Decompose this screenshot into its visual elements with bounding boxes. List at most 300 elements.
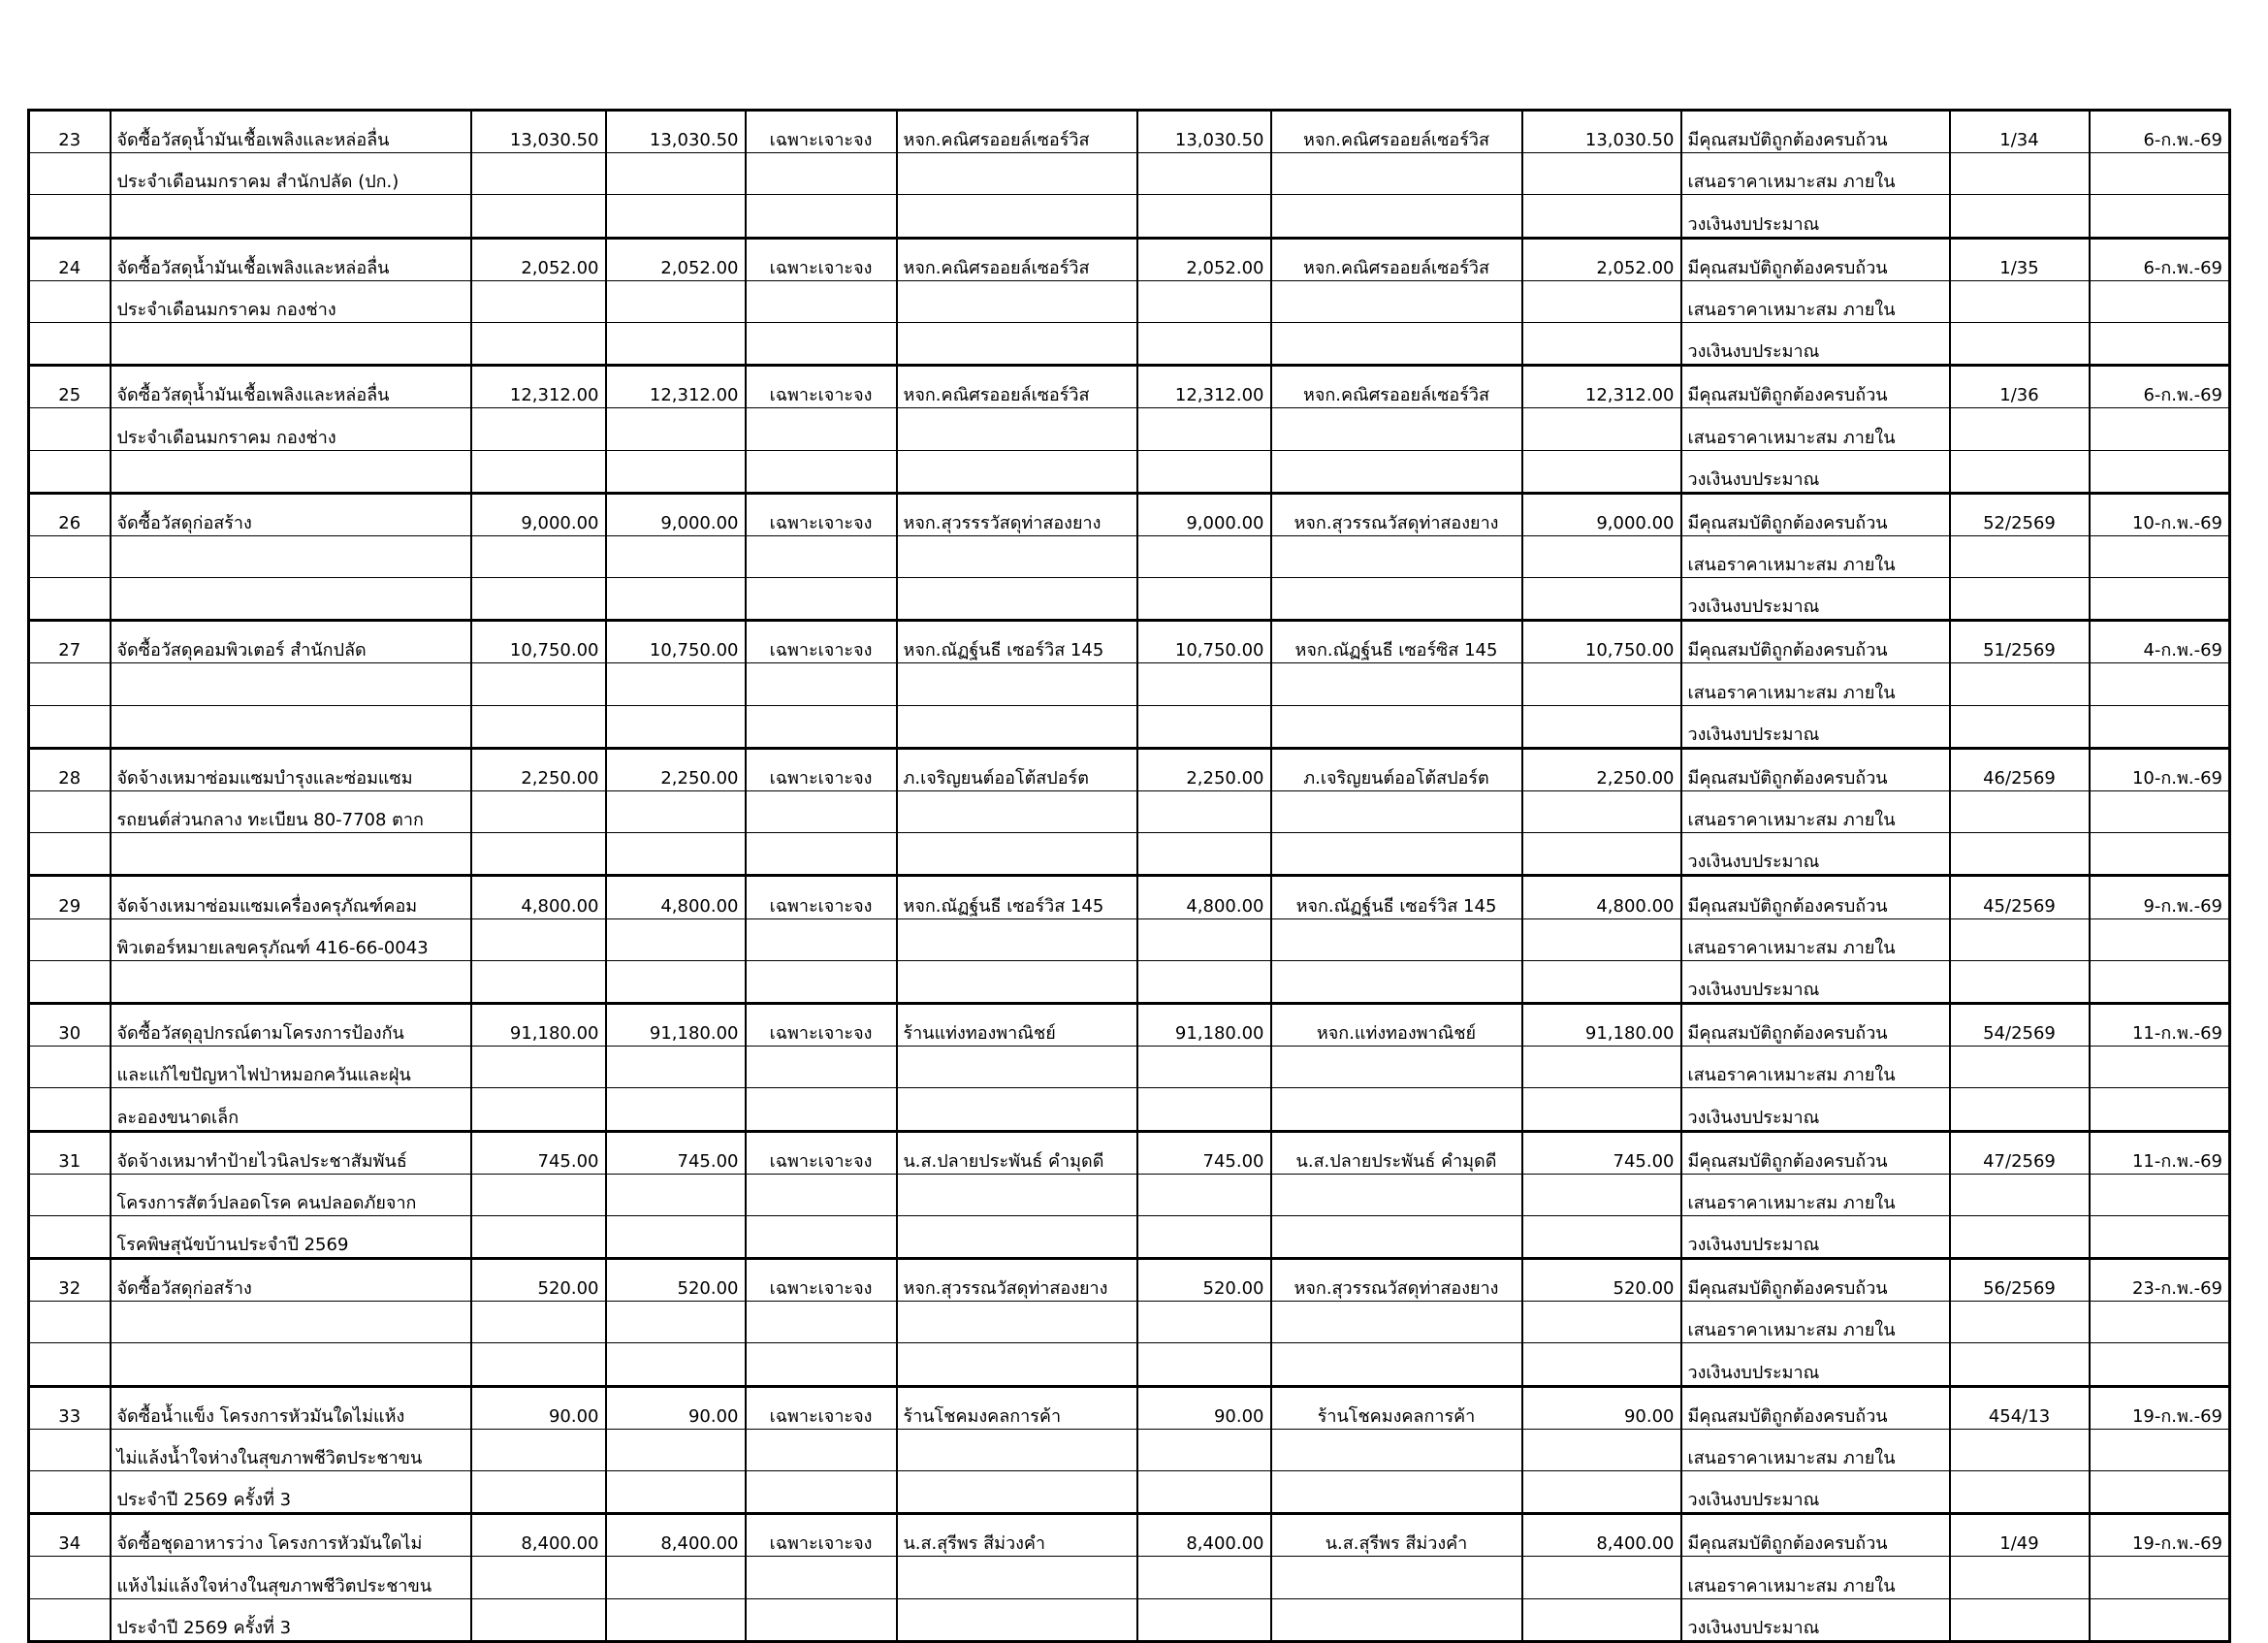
contract-number — [1950, 791, 2090, 833]
budget-amount: 8,400.00 — [471, 1514, 606, 1557]
selection-reason: มีคุณสมบัติถูกต้องครบถ้วน — [1681, 1003, 1950, 1046]
bid-price — [1137, 195, 1271, 238]
item-description — [111, 663, 471, 705]
selection-reason: มีคุณสมบัติถูกต้องครบถ้วน — [1681, 876, 1950, 918]
contract-date: 9-ก.พ.-69 — [2090, 876, 2230, 918]
winner-name: น.ส.สุรีพร สีม่วงคำ — [1271, 1514, 1522, 1557]
item-number: 31 — [29, 1131, 111, 1174]
selection-reason: วงเงินงบประมาณ — [1681, 322, 1950, 365]
procurement-method — [746, 960, 897, 1003]
procurement-method: เฉพาะเจาะจง — [746, 1514, 897, 1557]
item-number: 28 — [29, 748, 111, 790]
bidder-name: ร้านแท่งทองพาณิชย์ — [897, 1003, 1137, 1046]
item-number — [29, 1429, 111, 1470]
bidder-name: หจก.คณิศรออยล์เซอร์วิส — [897, 111, 1137, 153]
bidder-name — [897, 833, 1137, 876]
median-price — [606, 153, 746, 195]
contract-date — [2090, 450, 2230, 493]
procurement-method: เฉพาะเจาะจง — [746, 621, 897, 663]
bidder-name — [897, 791, 1137, 833]
table-row-continuation — [29, 833, 2230, 876]
item-description — [111, 1343, 471, 1386]
selection-reason: วงเงินงบประมาณ — [1681, 450, 1950, 493]
bidder-name — [897, 280, 1137, 322]
table-row-continuation — [29, 153, 2230, 195]
contract-date — [2090, 960, 2230, 1003]
bidder-name: ภ.เจริญยนต์ออโต้สปอร์ต — [897, 748, 1137, 790]
item-description — [111, 195, 471, 238]
budget-amount — [471, 791, 606, 833]
median-price: 2,052.00 — [606, 238, 746, 280]
selection-reason: วงเงินงบประมาณ — [1681, 195, 1950, 238]
bid-price — [1137, 1088, 1271, 1131]
item-number — [29, 535, 111, 577]
procurement-method: เฉพาะเจาะจง — [746, 748, 897, 790]
contract-number — [1950, 195, 2090, 238]
item-number — [29, 450, 111, 493]
item-number — [29, 1047, 111, 1088]
bidder-name — [897, 322, 1137, 365]
bid-price: 90.00 — [1137, 1386, 1271, 1429]
table-row — [29, 1386, 2230, 1429]
winning-price — [1522, 280, 1681, 322]
winning-price — [1522, 918, 1681, 960]
bid-price: 2,250.00 — [1137, 748, 1271, 790]
table-row-continuation — [29, 280, 2230, 322]
item-description — [111, 1302, 471, 1343]
winning-price — [1522, 1343, 1681, 1386]
item-number — [29, 1215, 111, 1258]
winner-name — [1271, 791, 1522, 833]
table-row-continuation — [29, 535, 2230, 577]
bid-price — [1137, 663, 1271, 705]
contract-date: 11-ก.พ.-69 — [2090, 1131, 2230, 1174]
median-price — [606, 1429, 746, 1470]
bidder-name — [897, 408, 1137, 450]
bid-price — [1137, 833, 1271, 876]
item-description: ประจำเดือนมกราคม กองช่าง — [111, 280, 471, 322]
selection-reason: เสนอราคาเหมาะสม ภายใน — [1681, 791, 1950, 833]
selection-reason: มีคุณสมบัติถูกต้องครบถ้วน — [1681, 1259, 1950, 1302]
bid-price — [1137, 322, 1271, 365]
winner-name — [1271, 663, 1522, 705]
winner-name — [1271, 1047, 1522, 1088]
winner-name: หจก.คณิศรออยล์เซอร์วิส — [1271, 366, 1522, 408]
winner-name: หจก.ณัฏฐ์นธี เซอร์วิส 145 — [1271, 876, 1522, 918]
table-row — [29, 621, 2230, 663]
winner-name — [1271, 918, 1522, 960]
contract-date — [2090, 1302, 2230, 1343]
winning-price — [1522, 153, 1681, 195]
median-price — [606, 960, 746, 1003]
procurement-method — [746, 791, 897, 833]
selection-reason: มีคุณสมบัติถูกต้องครบถ้วน — [1681, 621, 1950, 663]
bidder-name — [897, 1088, 1137, 1131]
winning-price: 13,030.50 — [1522, 111, 1681, 153]
table-row-continuation — [29, 1429, 2230, 1470]
contract-number — [1950, 1557, 2090, 1598]
procurement-method — [746, 1215, 897, 1258]
procurement-method — [746, 1174, 897, 1215]
selection-reason: มีคุณสมบัติถูกต้องครบถ้วน — [1681, 1514, 1950, 1557]
bid-price — [1137, 918, 1271, 960]
selection-reason: วงเงินงบประมาณ — [1681, 1598, 1950, 1641]
table-row-continuation — [29, 1088, 2230, 1131]
bid-price — [1137, 153, 1271, 195]
contract-number — [1950, 280, 2090, 322]
item-description: จัดซื้อวัสดุก่อสร้าง — [111, 1259, 471, 1302]
table-row-continuation — [29, 960, 2230, 1003]
table-row-continuation — [29, 705, 2230, 748]
table-row — [29, 1131, 2230, 1174]
item-number — [29, 280, 111, 322]
item-description: ไม่แล้งน้ำใจห่างในสุขภาพชีวิตประชาขน — [111, 1429, 471, 1470]
winning-price: 745.00 — [1522, 1131, 1681, 1174]
budget-amount — [471, 1302, 606, 1343]
median-price: 90.00 — [606, 1386, 746, 1429]
median-price: 4,800.00 — [606, 876, 746, 918]
median-price: 91,180.00 — [606, 1003, 746, 1046]
item-number — [29, 1174, 111, 1215]
bid-price — [1137, 450, 1271, 493]
median-price — [606, 1047, 746, 1088]
bid-price — [1137, 705, 1271, 748]
procurement-method — [746, 195, 897, 238]
winner-name: หจก.คณิศรออยล์เซอร์วิส — [1271, 111, 1522, 153]
table-row-continuation — [29, 1174, 2230, 1215]
bid-price: 8,400.00 — [1137, 1514, 1271, 1557]
budget-amount — [471, 1343, 606, 1386]
median-price — [606, 1174, 746, 1215]
median-price — [606, 1302, 746, 1343]
contract-number — [1950, 1471, 2090, 1514]
item-number — [29, 1343, 111, 1386]
budget-amount: 9,000.00 — [471, 493, 606, 535]
contract-number: 45/2569 — [1950, 876, 2090, 918]
budget-amount — [471, 322, 606, 365]
selection-reason: วงเงินงบประมาณ — [1681, 833, 1950, 876]
winning-price — [1522, 833, 1681, 876]
median-price: 745.00 — [606, 1131, 746, 1174]
procurement-method — [746, 1343, 897, 1386]
contract-number: 54/2569 — [1950, 1003, 2090, 1046]
procurement-method: เฉพาะเจาะจง — [746, 1259, 897, 1302]
contract-date: 6-ก.พ.-69 — [2090, 366, 2230, 408]
winning-price — [1522, 1557, 1681, 1598]
bid-price — [1137, 578, 1271, 621]
winning-price — [1522, 1302, 1681, 1343]
contract-date — [2090, 1471, 2230, 1514]
contract-date — [2090, 1429, 2230, 1470]
item-description: ประจำเดือนมกราคม กองช่าง — [111, 408, 471, 450]
bidder-name: น.ส.สุรีพร สีม่วงคำ — [897, 1514, 1137, 1557]
bidder-name — [897, 1598, 1137, 1641]
median-price — [606, 1088, 746, 1131]
median-price: 2,250.00 — [606, 748, 746, 790]
contract-number — [1950, 918, 2090, 960]
winning-price — [1522, 1174, 1681, 1215]
bid-price: 9,000.00 — [1137, 493, 1271, 535]
contract-date: 23-ก.พ.-69 — [2090, 1259, 2230, 1302]
bid-price — [1137, 1343, 1271, 1386]
median-price — [606, 195, 746, 238]
contract-date — [2090, 833, 2230, 876]
selection-reason: เสนอราคาเหมาะสม ภายใน — [1681, 1302, 1950, 1343]
winning-price — [1522, 408, 1681, 450]
procurement-method — [746, 1557, 897, 1598]
item-description — [111, 705, 471, 748]
contract-date — [2090, 1598, 2230, 1641]
bid-price: 745.00 — [1137, 1131, 1271, 1174]
winner-name — [1271, 1302, 1522, 1343]
budget-amount — [471, 280, 606, 322]
winning-price: 10,750.00 — [1522, 621, 1681, 663]
contract-number — [1950, 705, 2090, 748]
bidder-name — [897, 195, 1137, 238]
table-row-continuation — [29, 408, 2230, 450]
bid-price — [1137, 1557, 1271, 1598]
contract-date: 19-ก.พ.-69 — [2090, 1386, 2230, 1429]
item-description: จัดซื้อน้ำแข็ง โครงการหัวมันใดไม่แห้ง — [111, 1386, 471, 1429]
winner-name — [1271, 1088, 1522, 1131]
bidder-name — [897, 918, 1137, 960]
procurement-method — [746, 1088, 897, 1131]
selection-reason: เสนอราคาเหมาะสม ภายใน — [1681, 1557, 1950, 1598]
item-description — [111, 833, 471, 876]
selection-reason: มีคุณสมบัติถูกต้องครบถ้วน — [1681, 111, 1950, 153]
budget-amount — [471, 918, 606, 960]
table-row-continuation — [29, 791, 2230, 833]
table-row — [29, 238, 2230, 280]
bidder-name — [897, 1471, 1137, 1514]
procurement-method — [746, 705, 897, 748]
median-price — [606, 450, 746, 493]
item-number: 29 — [29, 876, 111, 918]
selection-reason: เสนอราคาเหมาะสม ภายใน — [1681, 408, 1950, 450]
contract-number: 1/36 — [1950, 366, 2090, 408]
selection-reason: มีคุณสมบัติถูกต้องครบถ้วน — [1681, 1131, 1950, 1174]
bidder-name: หจก.สุวรรณวัสดุท่าสองยาง — [897, 1259, 1137, 1302]
item-description: ประจำเดือนมกราคม สำนักปลัด (ปก.) — [111, 153, 471, 195]
item-number — [29, 1471, 111, 1514]
median-price: 10,750.00 — [606, 621, 746, 663]
bidder-name — [897, 705, 1137, 748]
contract-date: 4-ก.พ.-69 — [2090, 621, 2230, 663]
item-description: ละอองขนาดเล็ก — [111, 1088, 471, 1131]
bid-price — [1137, 535, 1271, 577]
contract-date — [2090, 322, 2230, 365]
median-price — [606, 578, 746, 621]
contract-number: 46/2569 — [1950, 748, 2090, 790]
budget-amount: 12,312.00 — [471, 366, 606, 408]
contract-number — [1950, 1174, 2090, 1215]
winning-price: 90.00 — [1522, 1386, 1681, 1429]
budget-amount — [471, 1047, 606, 1088]
table-row-continuation — [29, 195, 2230, 238]
median-price — [606, 1215, 746, 1258]
budget-amount — [471, 1088, 606, 1131]
contract-number — [1950, 663, 2090, 705]
procurement-method — [746, 1598, 897, 1641]
bidder-name: หจก.ณัฏฐ์นธี เซอร์วิส 145 — [897, 621, 1137, 663]
budget-amount: 13,030.50 — [471, 111, 606, 153]
procurement-method: เฉพาะเจาะจง — [746, 1131, 897, 1174]
contract-date — [2090, 1047, 2230, 1088]
budget-amount — [471, 1557, 606, 1598]
item-number — [29, 705, 111, 748]
selection-reason: วงเงินงบประมาณ — [1681, 1215, 1950, 1258]
procurement-method: เฉพาะเจาะจง — [746, 493, 897, 535]
item-description — [111, 322, 471, 365]
winner-name — [1271, 1215, 1522, 1258]
selection-reason: วงเงินงบประมาณ — [1681, 705, 1950, 748]
budget-amount — [471, 195, 606, 238]
budget-amount: 10,750.00 — [471, 621, 606, 663]
budget-amount — [471, 408, 606, 450]
bidder-name — [897, 960, 1137, 1003]
table-row-continuation — [29, 1215, 2230, 1258]
procurement-method: เฉพาะเจาะจง — [746, 238, 897, 280]
table-body — [29, 111, 2230, 1642]
winner-name — [1271, 1343, 1522, 1386]
item-number — [29, 1557, 111, 1598]
contract-date — [2090, 195, 2230, 238]
budget-amount — [471, 535, 606, 577]
item-description: ประจำปี 2569 ครั้งที่ 3 — [111, 1471, 471, 1514]
winner-name — [1271, 578, 1522, 621]
item-description: จัดซื้อวัสดุน้ำมันเชื้อเพลิงและหล่อลื่น — [111, 238, 471, 280]
procurement-method: เฉพาะเจาะจง — [746, 1386, 897, 1429]
median-price — [606, 791, 746, 833]
table-row-continuation — [29, 578, 2230, 621]
winner-name — [1271, 960, 1522, 1003]
procurement-method — [746, 833, 897, 876]
median-price — [606, 1471, 746, 1514]
procurement-method — [746, 280, 897, 322]
budget-amount — [471, 1598, 606, 1641]
winning-price: 9,000.00 — [1522, 493, 1681, 535]
item-description: และแก้ไขปัญหาไฟป่าหมอกควันและฝุ่น — [111, 1047, 471, 1088]
bid-price: 2,052.00 — [1137, 238, 1271, 280]
selection-reason: วงเงินงบประมาณ — [1681, 1471, 1950, 1514]
selection-reason: มีคุณสมบัติถูกต้องครบถ้วน — [1681, 238, 1950, 280]
contract-number: 454/13 — [1950, 1386, 2090, 1429]
winner-name — [1271, 280, 1522, 322]
winner-name — [1271, 322, 1522, 365]
contract-number — [1950, 1598, 2090, 1641]
winner-name — [1271, 1429, 1522, 1470]
winner-name: หจก.สุวรรณวัสดุท่าสองยาง — [1271, 493, 1522, 535]
table-row-continuation — [29, 1471, 2230, 1514]
winner-name — [1271, 450, 1522, 493]
item-number — [29, 1302, 111, 1343]
item-description: โรคพิษสุนัขบ้านประจำปี 2569 — [111, 1215, 471, 1258]
contract-date — [2090, 153, 2230, 195]
table-row-continuation — [29, 1343, 2230, 1386]
item-number — [29, 153, 111, 195]
item-number — [29, 918, 111, 960]
winning-price — [1522, 322, 1681, 365]
procurement-method — [746, 1047, 897, 1088]
winning-price — [1522, 1471, 1681, 1514]
selection-reason: มีคุณสมบัติถูกต้องครบถ้วน — [1681, 748, 1950, 790]
bidder-name: ร้านโชคมงคลการค้า — [897, 1386, 1137, 1429]
procurement-method — [746, 1429, 897, 1470]
table-row — [29, 748, 2230, 790]
item-number — [29, 791, 111, 833]
procurement-method — [746, 578, 897, 621]
table-row — [29, 1003, 2230, 1046]
bid-price — [1137, 1598, 1271, 1641]
item-description: จัดซื้อวัสดุน้ำมันเชื้อเพลิงและหล่อลื่น — [111, 111, 471, 153]
contract-number: 51/2569 — [1950, 621, 2090, 663]
median-price — [606, 833, 746, 876]
budget-amount: 91,180.00 — [471, 1003, 606, 1046]
item-description: รถยนต์ส่วนกลาง ทะเบียน 80-7708 ตาก — [111, 791, 471, 833]
contract-number — [1950, 1429, 2090, 1470]
winner-name: หจก.ณัฏฐ์นธี เซอร์ซิส 145 — [1271, 621, 1522, 663]
budget-amount — [471, 663, 606, 705]
winning-price: 4,800.00 — [1522, 876, 1681, 918]
contract-date — [2090, 578, 2230, 621]
bidder-name — [897, 1343, 1137, 1386]
item-number: 26 — [29, 493, 111, 535]
table-row — [29, 1259, 2230, 1302]
bidder-name: หจก.ณัฏฐ์นธี เซอร์วิส 145 — [897, 876, 1137, 918]
table-row — [29, 876, 2230, 918]
winning-price — [1522, 960, 1681, 1003]
contract-date: 6-ก.พ.-69 — [2090, 111, 2230, 153]
budget-amount: 4,800.00 — [471, 876, 606, 918]
bid-price: 10,750.00 — [1137, 621, 1271, 663]
budget-amount — [471, 153, 606, 195]
budget-amount — [471, 578, 606, 621]
item-description — [111, 535, 471, 577]
median-price — [606, 408, 746, 450]
winning-price — [1522, 1047, 1681, 1088]
contract-number — [1950, 960, 2090, 1003]
contract-date: 19-ก.พ.-69 — [2090, 1514, 2230, 1557]
winner-name — [1271, 195, 1522, 238]
selection-reason: เสนอราคาเหมาะสม ภายใน — [1681, 1047, 1950, 1088]
budget-amount: 2,052.00 — [471, 238, 606, 280]
winner-name: หจก.แท่งทองพาณิชย์ — [1271, 1003, 1522, 1046]
budget-amount: 2,250.00 — [471, 748, 606, 790]
winning-price: 12,312.00 — [1522, 366, 1681, 408]
item-description: จัดซื้อวัสดุอุปกรณ์ตามโครงการป้องกัน — [111, 1003, 471, 1046]
selection-reason: มีคุณสมบัติถูกต้องครบถ้วน — [1681, 366, 1950, 408]
table-row-continuation — [29, 322, 2230, 365]
median-price: 12,312.00 — [606, 366, 746, 408]
item-description — [111, 450, 471, 493]
item-number: 25 — [29, 366, 111, 408]
winner-name: น.ส.ปลายประพันธ์ คำมุดดี — [1271, 1131, 1522, 1174]
budget-amount — [471, 450, 606, 493]
contract-number: 56/2569 — [1950, 1259, 2090, 1302]
bidder-name: หจก.คณิศรออยล์เซอร์วิส — [897, 366, 1137, 408]
winning-price — [1522, 450, 1681, 493]
item-description: แห้งไม่แล้งใจห่างในสุขภาพชีวิตประชาขน — [111, 1557, 471, 1598]
contract-date — [2090, 705, 2230, 748]
bid-price — [1137, 280, 1271, 322]
bid-price: 520.00 — [1137, 1259, 1271, 1302]
item-number: 32 — [29, 1259, 111, 1302]
budget-amount — [471, 1174, 606, 1215]
budget-amount: 745.00 — [471, 1131, 606, 1174]
winning-price — [1522, 1598, 1681, 1641]
contract-date — [2090, 1174, 2230, 1215]
item-description: จัดซื้อชุดอาหารว่าง โครงการหัวมันใดไม่ — [111, 1514, 471, 1557]
